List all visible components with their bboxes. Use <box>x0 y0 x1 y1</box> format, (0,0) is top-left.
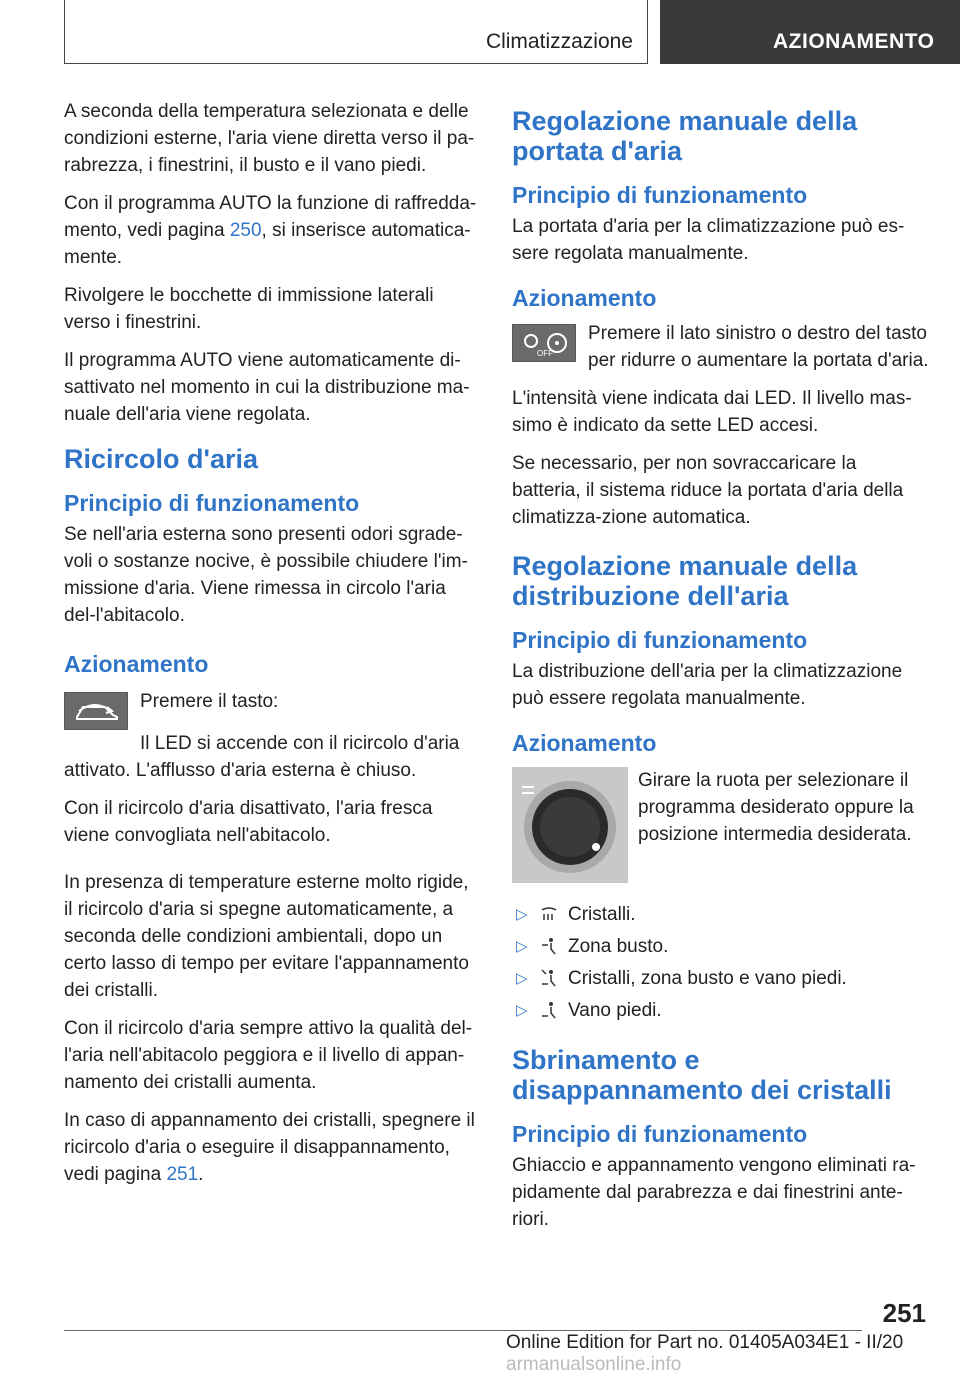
windshield-body-feet-icon <box>540 968 558 988</box>
upper-body-icon <box>540 936 558 956</box>
paragraph: Con il ricircolo d'aria sempre attivo la qualità del-l'aria nell'abitacolo peggiora e il livello di appan-namento dei cristalli aumenta. <box>64 1018 473 1093</box>
paragraph: Se necessario, per non sovraccaricare la batteria, il sistema riduce la portata d'aria della climatizza-zione automatica. <box>512 453 904 528</box>
distribution-knob-image <box>512 767 628 883</box>
paragraph: Con il programma AUTO la funzione di raffredda-mento, vedi pagina 250, si inserisce automatica-mente. <box>64 193 477 268</box>
footer-watermark: armanualsonline.info <box>506 1354 682 1375</box>
paragraph: A seconda della temperatura selezionata e delle condizioni esterne, l'aria viene diretta verso il pa-rabrezza, i finestrini, il busto e il vano piedi. <box>64 101 475 176</box>
paragraph: Ghiaccio e appannamento vengono eliminati ra-pidamente dal parabrezza e dai finestrini ante-riori. <box>512 1155 916 1230</box>
heading-sbrinamento: Sbrinamento e disappannamento dei cristalli <box>512 1045 892 1105</box>
heading-principio: Principio di funzionamento <box>64 490 360 516</box>
paragraph: L'intensità viene indicata dai LED. Il livello mas-simo è indicato da sette LED accesi. <box>512 388 912 436</box>
fan-button-row <box>512 320 930 374</box>
heading-principio: Principio di funzionamento <box>512 1121 808 1147</box>
left-column <box>64 98 482 1199</box>
page-link-250[interactable]: 250 <box>229 220 262 241</box>
heading-azionamento: Azionamento <box>64 651 209 677</box>
distribution-knob-row <box>512 767 930 887</box>
paragraph: Con il ricircolo d'aria disattivato, l'aria fresca viene convogliata nell'abitacolo. <box>64 798 433 846</box>
heading-distribuzione: Regolazione manuale della distribuzione dell'aria <box>512 551 858 611</box>
heading-principio: Principio di funzionamento <box>512 627 808 653</box>
header-chapter-box <box>660 0 960 64</box>
paragraph: Premere il lato sinistro o destro del tasto per ridurre o aumentare la portata d'aria. <box>588 323 929 371</box>
paragraph: Girare la ruota per selezionare il programma desiderato oppure la posizione intermedia desiderata. <box>638 770 914 845</box>
recirculation-button-row <box>64 688 482 730</box>
paragraph: Se nell'aria esterna sono presenti odori sgrade-voli o sostanze nocive, è possibile chiudere l'im-missione d'aria. Viene rimessa in circolo l'aria del-l'abitacolo. <box>64 524 468 626</box>
list-item: ▷ Cristalli, zona busto e vano piedi. <box>516 968 847 989</box>
page-number: 251 <box>882 1298 926 1328</box>
windshield-icon <box>540 904 558 924</box>
right-column <box>512 98 930 1244</box>
distribution-options-list <box>512 901 930 1029</box>
header-section-title: Climatizzazione <box>485 30 633 53</box>
paragraph: In caso di appannamento dei cristalli, spegnere il ricircolo d'aria o eseguire il disappannamento, vedi pagina 251. <box>64 1110 475 1185</box>
header-chapter-title: AZIONAMENTO <box>773 30 935 53</box>
svg-text:OFF: OFF <box>537 349 553 358</box>
list-item: ▷ Vano piedi. <box>516 1000 662 1021</box>
paragraph: La distribuzione dell'aria per la climatizzazione può essere regolata manualmente. <box>512 661 903 709</box>
list-item: ▷ Cristalli. <box>516 904 636 925</box>
footer-text: Online Edition for Part no. 01405A034E1 - II/20 armanualsonline.info <box>506 1332 904 1375</box>
footer-divider <box>64 1330 862 1331</box>
paragraph: In presenza di temperature esterne molto rigide, il ricircolo d'aria si spegne automaticamente, a seconda delle condizioni ambientali, dopo un certo lasso di tempo per evitare l'appannamento dei cristalli. <box>64 872 469 1001</box>
paragraph: Il LED si accende con il ricircolo d'aria attivato. L'afflusso d'aria esterna è chiuso. <box>64 733 460 781</box>
heading-principio: Principio di funzionamento <box>512 182 808 208</box>
paragraph: Premere il tasto: <box>140 691 279 712</box>
paragraph: La portata d'aria per la climatizzazione può es-sere regolata manualmente. <box>512 216 905 264</box>
heading-portata: Regolazione manuale della portata d'aria <box>512 106 858 166</box>
heading-azionamento: Azionamento <box>512 285 657 311</box>
list-item: ▷ Zona busto. <box>516 936 669 957</box>
heading-ricircolo: Ricircolo d'aria <box>64 444 258 474</box>
footwell-icon <box>540 1000 558 1020</box>
page-link-251[interactable]: 251 <box>166 1164 199 1185</box>
heading-azionamento: Azionamento <box>512 730 657 756</box>
header-section-box <box>64 0 648 64</box>
paragraph: Il programma AUTO viene automaticamente di-sattivato nel momento in cui la distribuzione ma-nuale dell'aria viene regolata. <box>64 350 470 425</box>
paragraph: Rivolgere le bocchette di immissione laterali verso i finestrini. <box>64 285 434 333</box>
recirculation-button-icon <box>64 692 128 730</box>
fan-button-icon <box>512 324 576 362</box>
